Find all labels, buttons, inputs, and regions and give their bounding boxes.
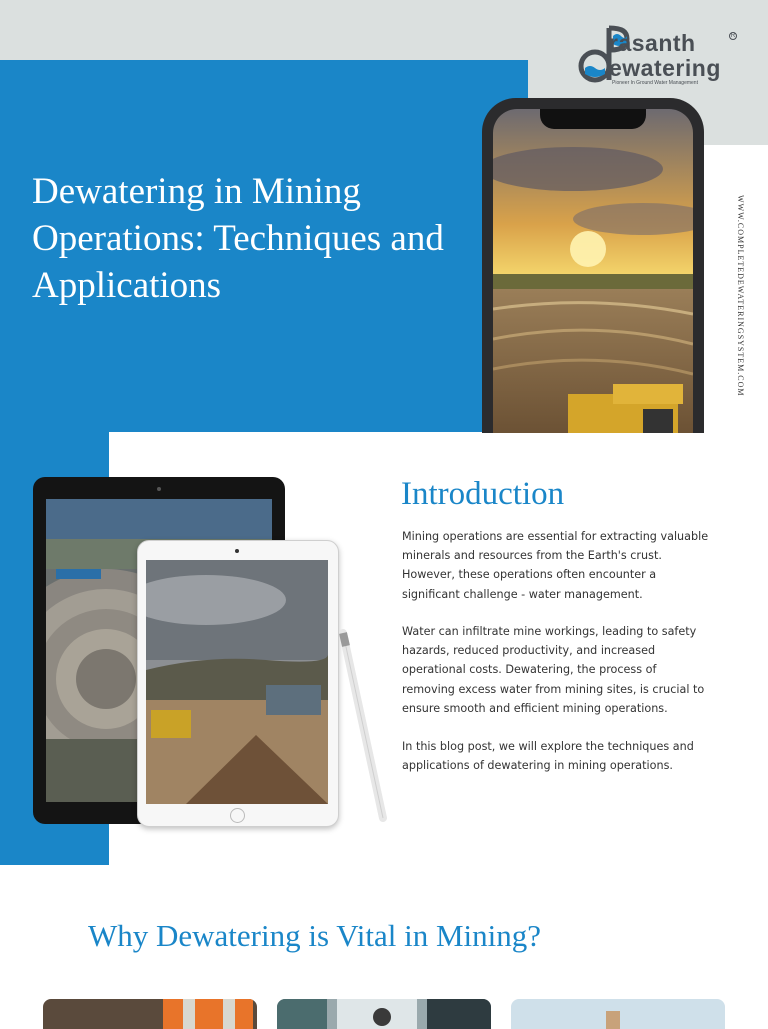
intro-paragraph-2: Water can infiltrate mine workings, leading to safety hazards, reduced productivity, and increased operational costs. Dewatering, the process of removing excess water from mining sites, is crucial to ensure smooth and efficient mining operations. <box>402 625 705 715</box>
section-image-workers <box>43 999 257 1029</box>
mine-sunset-image <box>493 109 693 433</box>
hero-title: Dewatering in Mining Operations: Techniques and Applications <box>32 171 444 306</box>
website-url: WWW.COMPLETEDEWATERINGSYSTEM.COM <box>736 195 745 397</box>
logo-text-line1: rasanth <box>609 30 696 56</box>
logo-tagline: Pioneer In Ground Water Management <box>612 80 698 86</box>
mining-site-image <box>146 560 328 804</box>
stylus-icon <box>335 628 395 828</box>
phone-screen-image <box>493 109 693 433</box>
registered-mark: R <box>730 33 736 39</box>
tablet-camera <box>157 487 161 491</box>
smartphone-mockup <box>482 98 704 433</box>
intro-paragraph-3: In this blog post, we will explore the techniques and applications of dewatering in mining operations. <box>402 740 694 773</box>
brand-logo <box>575 22 740 86</box>
intro-paragraph-1: Mining operations are essential for extracting valuable minerals and resources from the Earth's crust. However, these operations often encounter a significant challenge - water management. <box>402 530 709 601</box>
section-image-blocks <box>511 999 725 1029</box>
logo-text-line2: ewatering <box>609 55 721 81</box>
intro-heading: Introduction <box>401 476 565 512</box>
tablet-camera <box>235 549 239 553</box>
section-image-office <box>277 999 491 1029</box>
home-button-icon <box>230 808 245 823</box>
phone-notch <box>540 109 646 129</box>
tablet-mockup-white <box>137 540 339 827</box>
why-heading: Why Dewatering is Vital in Mining? <box>88 918 542 953</box>
